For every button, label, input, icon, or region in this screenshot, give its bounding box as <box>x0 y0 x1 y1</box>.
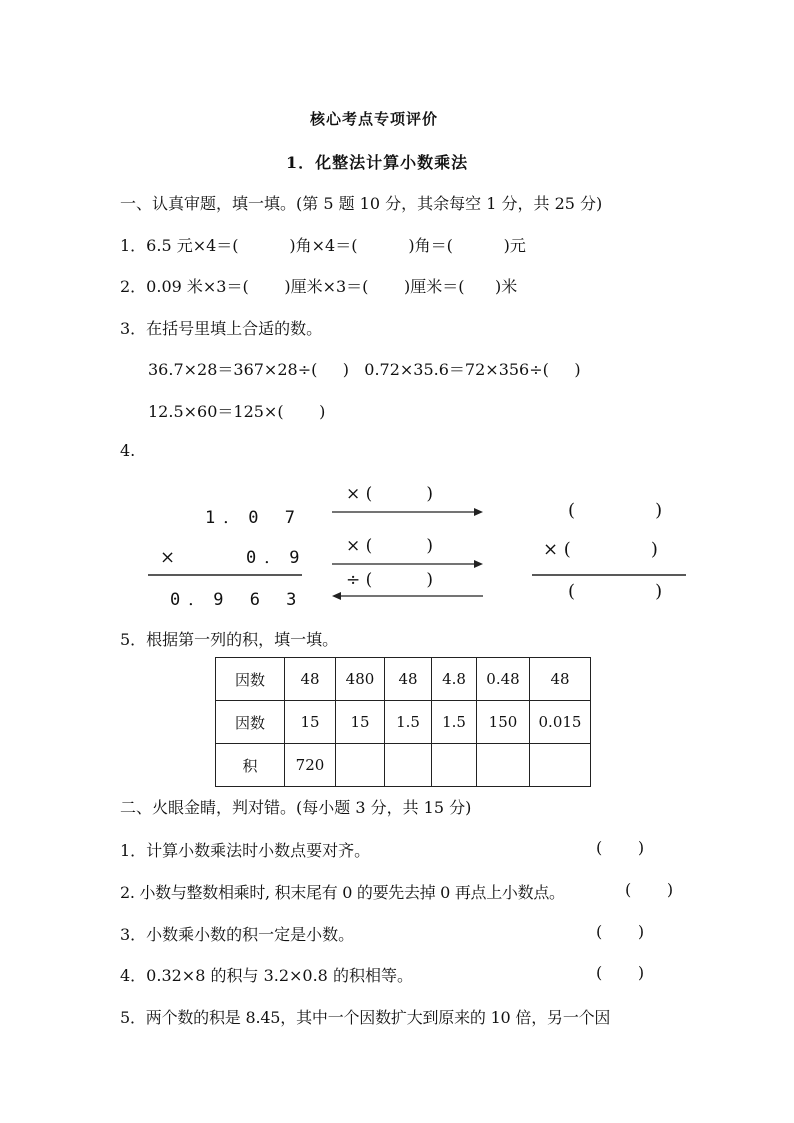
arrow-3-head <box>332 592 341 600</box>
question-4: 4. <box>120 441 136 460</box>
question-3-a: 36.7×28＝367×28÷( ) 0.72×35.6＝72×356÷( ) <box>148 360 581 379</box>
arrow-1-head <box>474 508 483 516</box>
table-row <box>216 744 591 787</box>
table-cell: 48 <box>285 658 336 701</box>
table-cell[interactable] <box>477 744 530 787</box>
judge-item-3: 3．小数乘小数的积一定是小数。 <box>120 925 355 944</box>
q4-right-bottom: ( ) <box>568 581 663 602</box>
judge-item-1: 1．计算小数乘法时小数点要对齐。 <box>120 841 371 860</box>
table-cell: 0.015 <box>530 701 591 744</box>
question-3-b: 12.5×60＝125×( ) <box>148 402 326 421</box>
table-cell: 48 <box>530 658 591 701</box>
q4-left-times: × <box>160 547 176 568</box>
q4-arrow-1-label: × ( ) <box>346 484 433 504</box>
table-cell: 48 <box>385 658 432 701</box>
page-title: 核心考点专项评价 <box>310 110 439 128</box>
table-row <box>216 658 591 701</box>
table-cell: 480 <box>336 658 385 701</box>
table-cell[interactable] <box>530 744 591 787</box>
judge-item-5: 5．两个数的积是 8.45，其中一个因数扩大到原来的 10 倍，另一个因 <box>120 1008 611 1027</box>
section1-heading: 一、认真审题，填一填。(第 5 题 10 分，其余每空 1 分，共 25 分) <box>120 194 603 213</box>
table-cell: 积 <box>216 744 285 787</box>
table-cell: 1.5 <box>385 701 432 744</box>
judge-answer-4[interactable]: ( ) <box>596 963 645 982</box>
table-cell: 150 <box>477 701 530 744</box>
table-row <box>216 701 591 744</box>
question-2: 2．0.09 米×3＝( )厘米×3＝( )厘米＝( )米 <box>120 277 518 296</box>
question-1: 1．6.5 元×4＝( )角×4＝( )角＝( )元 <box>120 236 526 255</box>
table-cell: 15 <box>285 701 336 744</box>
table-cell: 因数 <box>216 701 285 744</box>
q4-right-mid: × ( ) <box>543 539 658 560</box>
q4-arrow-2-label: × ( ) <box>346 536 433 556</box>
table-cell: 4.8 <box>432 658 477 701</box>
judge-answer-2[interactable]: ( ) <box>625 880 674 899</box>
table-cell: 15 <box>336 701 385 744</box>
table-cell[interactable] <box>432 744 477 787</box>
table-cell[interactable] <box>336 744 385 787</box>
section-subtitle: 1．化整法计算小数乘法 <box>286 153 469 172</box>
q4-right-top: ( ) <box>568 500 663 521</box>
table-cell: 720 <box>285 744 336 787</box>
arrow-2-head <box>474 560 483 568</box>
judge-answer-3[interactable]: ( ) <box>596 922 645 941</box>
judge-item-2: 2. 小数与整数相乘时, 积末尾有 0 的要先去掉 0 再点上小数点。 <box>120 883 565 902</box>
judge-answer-1[interactable]: ( ) <box>596 838 645 857</box>
question-5: 5．根据第一列的积，填一填。 <box>120 630 339 649</box>
q4-left-bottom: 0．9 6 3 <box>170 590 305 610</box>
q4-left-top: 1．0 7 <box>205 508 303 528</box>
table-cell: 因数 <box>216 658 285 701</box>
q4-left-mid: 0．9 <box>246 548 308 568</box>
table-cell[interactable] <box>385 744 432 787</box>
judge-item-4: 4．0.32×8 的积与 3.2×0.8 的积相等。 <box>120 966 413 985</box>
table-cell: 0.48 <box>477 658 530 701</box>
table-cell: 1.5 <box>432 701 477 744</box>
section2-heading: 二、火眼金睛，判对错。(每小题 3 分，共 15 分) <box>120 798 472 817</box>
factor-table <box>215 657 591 787</box>
q4-arrow-3-label: ÷ ( ) <box>346 570 433 590</box>
question-3: 3．在括号里填上合适的数。 <box>120 319 323 338</box>
